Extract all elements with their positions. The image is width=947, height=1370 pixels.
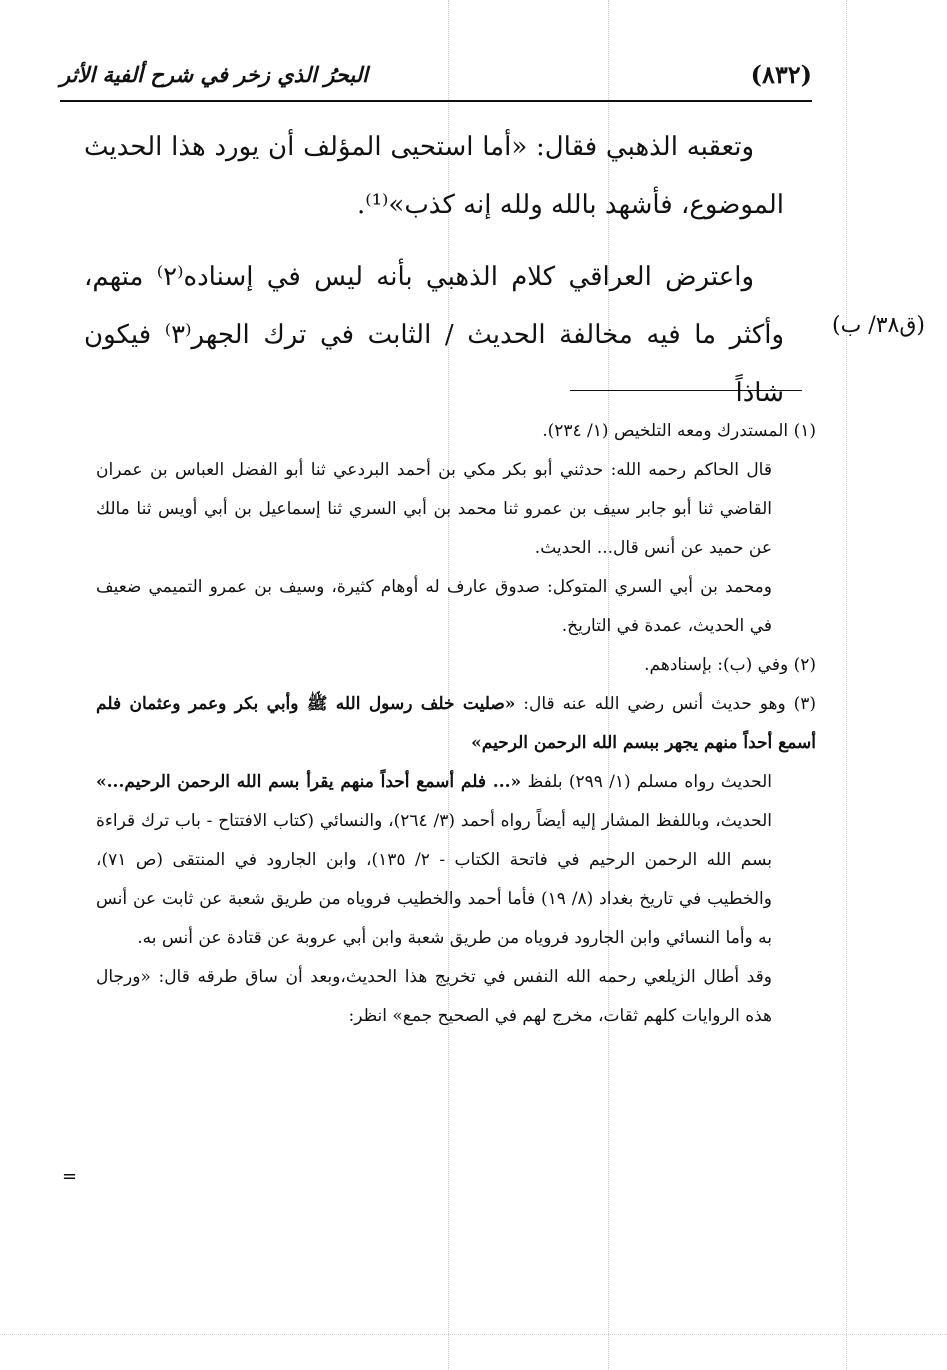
footnote-text: الحديث رواه مسلم (١/ ٢٩٩) بلفظ xyxy=(527,772,772,792)
footnote-3 xyxy=(96,685,816,763)
page-header xyxy=(60,56,812,106)
footnote-1 xyxy=(96,412,816,451)
scan-guide-line xyxy=(0,1334,947,1335)
footnote-text: الحديث، وباللفظ المشار إليه أيضاً رواه أحمد (٣/ ٢٦٤)، والنسائي (كتاب الافتتاح - باب ترك قراءة بسم الله الرحمن الرحيم في فاتحة الكتاب - ٢/ ١٣٥)، وابن الجارود في المنتقى (ص ٧١)، والخطيب في تاريخ بغداد (٨/ ١٩) فأما أحمد والخطيب فروياه من طريق شعبة عن ثابت عن أنس به وأما النسائي وابن الجارود فروياه من طريق شعبة وابن أبي عروبة عن قتادة عن أنس به. xyxy=(96,811,772,948)
hadith-quote: «... فلم أسمع أحداً منهم يقرأ بسم الله الرحمن الرحيم...» xyxy=(96,772,522,792)
page-number: (٨٣٢) xyxy=(750,60,812,89)
manuscript-folio-note: (ق٣٨/ ب) xyxy=(832,313,925,338)
footnote-separator xyxy=(570,390,802,391)
footnote-number: (٣) xyxy=(793,694,816,714)
footnote-number: (٢) xyxy=(793,655,816,675)
footnotes xyxy=(96,412,816,1036)
scan-guide-line xyxy=(846,0,847,1370)
footnote-1-continuation: قال الحاكم رحمه الله: حدثني أبو بكر مكي بن أحمد البردعي ثنا أبو الفضل العباس بن عمران القاضي ثنا أبو جابر سيف بن عمرو ثنا محمد بن أبي السري ثنا إسماعيل بن أبي أويس ثنا مالك عن حميد عن أنس قال... الحديث. xyxy=(96,460,772,558)
footnote-3-continuation xyxy=(96,763,816,958)
footnote-1-continuation: ومحمد بن أبي السري المتوكل: صدوق عارف له أوهام كثيرة، وسيف بن عمرو التميمي ضعيف في الحديث، عمدة في التاريخ. xyxy=(96,577,772,636)
running-title: البحرُ الذي زخر في شرح ألفية الأثر xyxy=(60,62,368,87)
main-paragraph: وتعقبه الذهبي فقال: «أما استحيى المؤلف أن يورد هذا الحديث الموضوع، فأشهد بالله ولله إنه كذب»⁽¹⁾. xyxy=(84,132,784,220)
footnote-text: وهو حديث أنس رضي الله عنه قال: xyxy=(523,694,786,714)
hadith-quote: «صليت خلف رسول الله ﷺ وأبي بكر وعمر وعثمان فلم أسمع أحداً منهم يجهر ببسم الله الرحمن الرحيم» xyxy=(96,694,816,753)
footnote-3-continuation: وقد أطال الزيلعي رحمه الله النفس في تخريج هذا الحديث،وبعد أن ساق طرقه قال: «ورجال هذه الروايات كلهم ثقات، مخرج لهم في الصحيح جمع» انظر: xyxy=(96,967,772,1026)
main-paragraph: واعترض العراقي كلام الذهبي بأنه ليس في إسناده⁽٢⁾ متهم، وأكثر ما فيه مخالفة الحديث / الثابت في ترك الجهر⁽٣⁾ فيكون شاذاً xyxy=(84,262,784,408)
footnote-number: (١) xyxy=(793,421,816,441)
footnote-2 xyxy=(96,646,816,685)
header-rule xyxy=(60,100,812,102)
main-text xyxy=(84,118,784,422)
continuation-mark: = xyxy=(62,1166,78,1187)
footnote-text: وفي (ب): بإسنادهم. xyxy=(644,655,789,675)
footnote-text: المستدرك ومعه التلخيص (١/ ٢٣٤). xyxy=(542,421,789,441)
